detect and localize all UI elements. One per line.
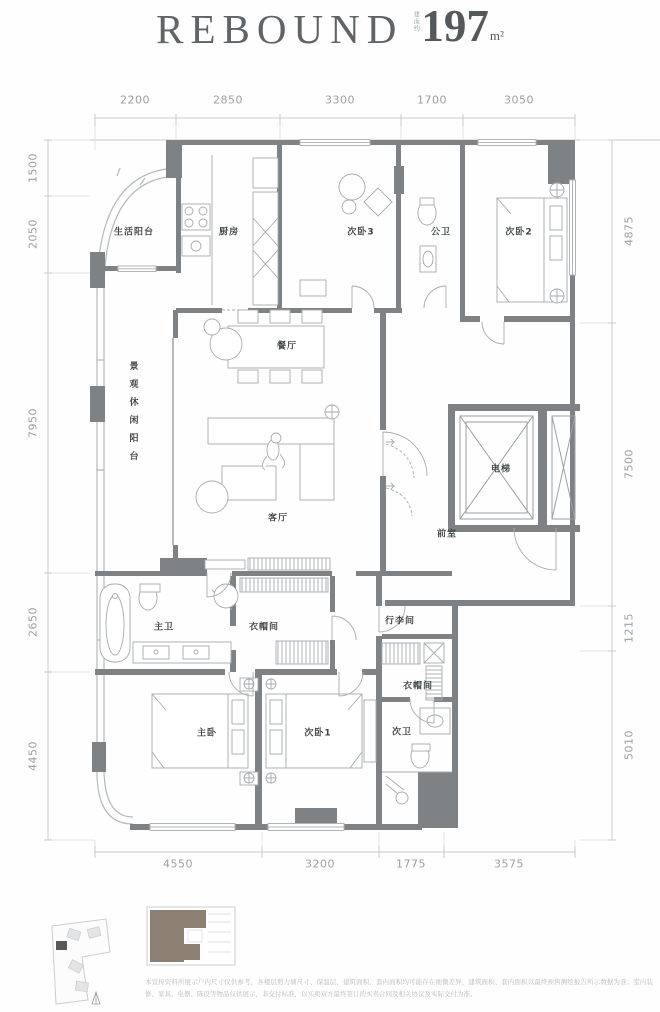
room-label-master-bath: 主卫 (153, 622, 175, 633)
dim-top-1: 2200 (120, 93, 150, 107)
bed2-icon (497, 183, 567, 303)
dim-left-2: 2050 (26, 219, 40, 249)
room-label-dining: 餐厅 (276, 341, 298, 352)
room-label-public-bath: 公卫 (430, 227, 452, 238)
furniture (100, 155, 567, 804)
site-plan-thumbnail (52, 919, 110, 1004)
room-label-bedroom2: 次卧2 (505, 227, 533, 238)
room-label-living: 客厅 (267, 513, 289, 524)
disclaimer-text: 本宣传资料所展示户内尺寸仅供参考，各楼层剪力墙尺寸、保温层、建筑面积、套内面积均可能存在细微差异，建筑面积、套内面积以最终预售测绘报告所示数据为准；室内装修、家具、电器、陈设等物品仅供展示，非交付标准，以买卖双方最终签订的买卖合同及相关协议及实际交付为准。 (145, 978, 653, 998)
elevator-shafts (460, 416, 575, 519)
page-title: REBOUND (156, 6, 404, 52)
dim-left-1: 1500 (26, 153, 40, 183)
dim-right-3: 1215 (622, 613, 636, 643)
dim-right-2: 7500 (622, 449, 636, 479)
dining-table-icon (204, 310, 324, 383)
room-label-master-bedroom: 主卧 (196, 728, 218, 739)
area-value: 197 (421, 1, 489, 51)
bedroom3-furniture (300, 174, 392, 296)
key-plan-thumbnail (147, 907, 235, 965)
north-arrow-icon (92, 992, 100, 1004)
room-label-second-bath: 次卫 (391, 727, 413, 738)
room-label-bedroom3: 次卧3 (347, 227, 375, 238)
dim-left-3: 7950 (26, 408, 40, 438)
dim-left-4: 2650 (26, 607, 40, 637)
dim-bottom-4: 3575 (494, 857, 524, 871)
room-label-front-room: 前室 (436, 529, 458, 540)
room-label-cloakroom2: 衣帽间 (402, 681, 434, 692)
area-prefix: 建面约 (412, 11, 420, 32)
sofa-icon (196, 405, 339, 570)
dim-right-1: 4875 (622, 216, 636, 246)
room-label-bedroom1: 次卧1 (304, 728, 332, 739)
dim-top-3: 3300 (325, 93, 355, 107)
dim-top-5: 3050 (504, 93, 534, 107)
area-unit: m² (489, 28, 504, 44)
dim-bottom-3: 1775 (396, 857, 426, 871)
dim-top-4: 1700 (417, 93, 447, 107)
room-label-cloakroom1: 衣帽间 (248, 622, 280, 633)
room-label-elevator: 电梯 (490, 464, 512, 475)
room-label-view-balcony: 景观休闲阳台 (127, 361, 138, 469)
room-label-living-balcony: 生活阳台 (113, 227, 155, 238)
dim-left-5: 4450 (26, 741, 40, 771)
dim-top-2: 2850 (213, 93, 243, 107)
room-label-kitchen: 厨房 (218, 227, 240, 238)
dim-right-4: 5010 (622, 730, 636, 760)
dim-bottom-1: 4550 (163, 857, 193, 871)
dim-bottom-2: 3200 (305, 857, 335, 871)
room-label-luggage: 行李间 (384, 616, 416, 627)
